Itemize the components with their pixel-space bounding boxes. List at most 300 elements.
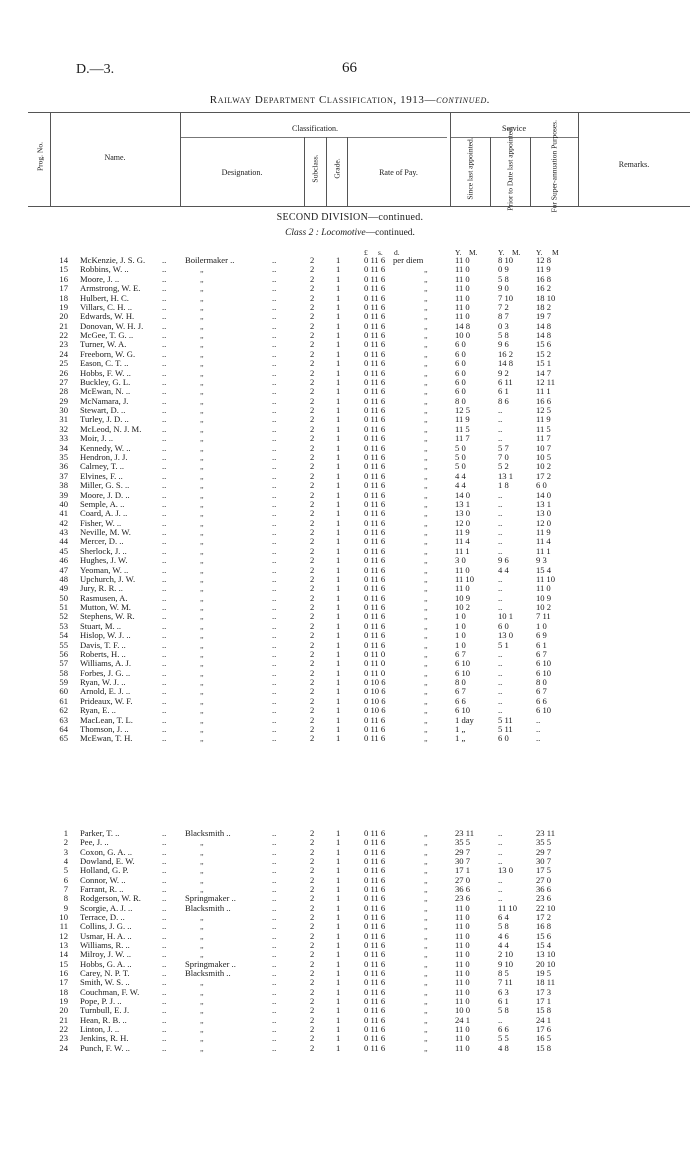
leader-dots: .. <box>272 1024 277 1035</box>
unit-pence: d. <box>394 248 400 257</box>
leader-dots: .. <box>162 884 167 895</box>
cell-rate-of-pay: 0 11 6 <box>364 714 386 725</box>
cell-designation: „ <box>200 434 204 444</box>
cell-prog-no: 63 <box>59 714 68 725</box>
cell-designation: „ <box>200 574 204 584</box>
cell-since-last: 5 0 <box>455 442 466 453</box>
cell-rate-of-pay: 0 11 6 <box>364 865 386 876</box>
cell-prog-no: 24 <box>59 1042 68 1053</box>
cell-grade: 1 <box>336 273 341 284</box>
cell-rate-of-pay: 0 11 6 <box>364 451 386 462</box>
cell-rate-unit: „ <box>424 969 428 979</box>
cell-since-last: 6 6 <box>455 695 466 706</box>
cell-name: Davis, T. F. .. <box>80 639 126 650</box>
cell-grade: 1 <box>336 874 341 885</box>
cell-subclass: 2 <box>310 517 315 528</box>
cell-rate-unit: „ <box>424 565 428 575</box>
cell-rate-of-pay: 0 11 6 <box>364 1042 386 1053</box>
cell-prog-no: 19 <box>59 301 68 312</box>
cell-subclass: 2 <box>310 884 315 895</box>
cell-rate-unit: „ <box>424 668 428 678</box>
leader-dots: .. <box>272 592 277 603</box>
leader-dots: .. <box>162 461 167 472</box>
cell-superannuation: 27 0 <box>536 874 552 885</box>
leader-dots: .. <box>162 893 167 904</box>
cell-designation: „ <box>200 593 204 603</box>
cell-name: Hulbert, H. C. <box>80 292 129 303</box>
cell-designation: „ <box>200 612 204 622</box>
cell-prog-no: 18 <box>59 986 68 997</box>
cell-superannuation: 15 8 <box>536 1005 552 1016</box>
cell-rate-unit: „ <box>424 471 428 481</box>
cell-since-last: 1 0 <box>455 611 466 622</box>
leader-dots: .. <box>272 602 277 613</box>
cell-rate-of-pay: 0 11 6 <box>364 461 386 472</box>
cell-grade: 1 <box>336 648 341 659</box>
cell-grade: 1 <box>336 884 341 895</box>
cell-name: Scorgie, A. J. .. <box>80 902 133 913</box>
cell-rate-unit: „ <box>424 603 428 613</box>
cell-designation: „ <box>200 452 204 462</box>
cell-prior-to-date: 4 6 <box>498 930 509 941</box>
cell-superannuation: .. <box>536 724 541 734</box>
cell-subclass: 2 <box>310 930 315 941</box>
page-title <box>0 94 700 106</box>
cell-superannuation: 14 8 <box>536 320 552 331</box>
cell-rate-of-pay: 0 11 6 <box>364 1033 386 1044</box>
cell-superannuation: 19 5 <box>536 968 552 979</box>
cell-prog-no: 42 <box>59 517 68 528</box>
cell-since-last: 30 7 <box>455 856 471 867</box>
cell-rate-unit: „ <box>424 406 428 416</box>
cell-since-last: 11 0 <box>455 292 470 303</box>
cell-subclass: 2 <box>310 912 315 923</box>
cell-grade: 1 <box>336 480 341 491</box>
cell-prog-no: 15 <box>59 264 68 275</box>
cell-prior-to-date: .. <box>498 545 503 556</box>
cell-name: McEwan, T. H. <box>80 733 133 744</box>
cell-designation: „ <box>200 1025 204 1035</box>
cell-prior-to-date: 10 1 <box>498 611 514 622</box>
cell-prog-no: 21 <box>59 1014 68 1025</box>
cell-name: Robbins, W. .. <box>80 264 129 275</box>
cell-name: Punch, F. W. .. <box>80 1042 130 1053</box>
cell-since-last: 29 7 <box>455 846 471 857</box>
table-row <box>0 734 700 743</box>
cell-name: Elvines, F. .. <box>80 470 123 481</box>
cell-since-last: 27 0 <box>455 874 471 885</box>
cell-rate-unit: „ <box>424 293 428 303</box>
cell-subclass: 2 <box>310 837 315 848</box>
cell-superannuation: 6 7 <box>536 648 547 659</box>
cell-grade: 1 <box>336 301 341 312</box>
leader-dots: .. <box>272 273 277 284</box>
class-name: Locomotive <box>321 228 366 238</box>
cell-prior-to-date: 0 9 <box>498 264 509 275</box>
leader-dots: .. <box>272 977 277 988</box>
cell-prog-no: 40 <box>59 498 68 509</box>
cell-grade: 1 <box>336 517 341 528</box>
cell-rate-unit: „ <box>424 987 428 997</box>
cell-grade: 1 <box>336 527 341 538</box>
cell-superannuation: .. <box>536 714 541 725</box>
cell-superannuation: 17 3 <box>536 986 552 997</box>
cell-rate-of-pay: 0 11 0 <box>364 667 386 678</box>
cell-designation: „ <box>200 556 204 566</box>
cell-prior-to-date: .. <box>498 837 503 848</box>
leader-dots: .. <box>272 865 277 876</box>
cell-prog-no: 55 <box>59 639 68 650</box>
cell-superannuation: 15 4 <box>536 940 552 951</box>
cell-prior-to-date: 4 4 <box>498 940 509 951</box>
cell-subclass: 2 <box>310 470 315 481</box>
cell-since-last: 6 0 <box>455 386 466 397</box>
cell-rate-unit: „ <box>424 734 428 744</box>
cell-prior-to-date: 7 2 <box>498 301 509 312</box>
leader-dots: .. <box>162 292 167 303</box>
cell-prior-to-date: 6 6 <box>498 1024 509 1035</box>
cell-since-last: 13 0 <box>455 508 471 519</box>
cell-since-last: 13 1 <box>455 498 471 509</box>
cell-superannuation: 19 7 <box>536 311 552 322</box>
leader-dots: .. <box>272 986 277 997</box>
cell-since-last: 6 10 <box>455 658 471 669</box>
cell-rate-unit: „ <box>424 706 428 716</box>
cell-designation: „ <box>200 913 204 923</box>
leader-dots: .. <box>272 292 277 303</box>
cell-prior-to-date: 5 2 <box>498 461 509 472</box>
cell-rate-of-pay: 0 11 6 <box>364 498 386 509</box>
cell-prior-to-date: 13 0 <box>498 865 514 876</box>
leader-dots: .. <box>272 1042 277 1053</box>
cell-subclass: 2 <box>310 630 315 641</box>
cell-since-last: 11 0 <box>455 1033 470 1044</box>
cell-since-last: 11 0 <box>455 986 470 997</box>
cell-name: McLeod, N. J. M. <box>80 423 142 434</box>
cell-superannuation: 29 7 <box>536 846 552 857</box>
cell-grade: 1 <box>336 1042 341 1053</box>
cell-designation: „ <box>200 1015 204 1025</box>
cell-grade: 1 <box>336 498 341 509</box>
cell-superannuation: 14 7 <box>536 367 552 378</box>
cell-grade: 1 <box>336 283 341 294</box>
cell-since-last: 6 7 <box>455 648 466 659</box>
leader-dots: .. <box>162 301 167 312</box>
cell-since-last: 11 0 <box>455 311 470 322</box>
cell-superannuation: 13 10 <box>536 949 556 960</box>
cell-prog-no: 35 <box>59 451 68 462</box>
leader-dots: .. <box>162 423 167 434</box>
leader-dots: .. <box>162 724 167 734</box>
cell-rate-unit: „ <box>424 959 428 969</box>
cell-prior-to-date: .. <box>498 893 503 904</box>
cell-rate-unit: „ <box>424 866 428 876</box>
cell-name: Williams, A. J. <box>80 658 131 669</box>
table-row <box>0 434 700 443</box>
cell-since-last: 5 0 <box>455 451 466 462</box>
cell-prog-no: 51 <box>59 602 68 613</box>
cell-prior-to-date: 5 7 <box>498 442 509 453</box>
leader-dots: .. <box>162 395 167 406</box>
cell-rate-unit: „ <box>424 922 428 932</box>
cell-subclass: 2 <box>310 677 315 688</box>
unit-m3: M <box>552 248 559 257</box>
leader-dots: .. <box>162 564 167 575</box>
cell-rate-unit: „ <box>424 359 428 369</box>
cell-prior-to-date: 7 11 <box>498 977 513 988</box>
cell-designation: „ <box>200 349 204 359</box>
cell-superannuation: 11 4 <box>536 536 551 547</box>
cell-name: Roberts, H. .. <box>80 648 126 659</box>
cell-since-last: 6 0 <box>455 376 466 387</box>
cell-designation: „ <box>200 471 204 481</box>
table-row <box>0 284 700 293</box>
leader-dots: .. <box>272 442 277 453</box>
cell-prog-no: 50 <box>59 592 68 603</box>
cell-subclass: 2 <box>310 545 315 556</box>
cell-name: Pee, J. .. <box>80 837 109 848</box>
cell-designation: „ <box>200 537 204 547</box>
leader-dots: .. <box>162 602 167 613</box>
cell-subclass: 2 <box>310 311 315 322</box>
cell-superannuation: 18 11 <box>536 977 556 988</box>
cell-rate-unit: „ <box>424 913 428 923</box>
leader-dots: .. <box>272 686 277 697</box>
cell-grade: 1 <box>336 255 341 265</box>
cell-prog-no: 37 <box>59 470 68 481</box>
cell-superannuation: 11 7 <box>536 433 551 444</box>
leader-dots: .. <box>272 461 277 472</box>
cell-subclass: 2 <box>310 536 315 547</box>
cell-prog-no: 31 <box>59 414 68 425</box>
leader-dots: .. <box>162 367 167 378</box>
cell-prior-to-date: 11 10 <box>498 902 518 913</box>
leader-dots: .. <box>162 348 167 359</box>
cell-rate-of-pay: 0 10 6 <box>364 686 386 697</box>
cell-designation: „ <box>200 396 204 406</box>
cell-rate-of-pay: 0 11 6 <box>364 348 386 359</box>
cell-designation: Blacksmith .. <box>185 902 231 913</box>
leader-dots: .. <box>162 930 167 941</box>
cell-prior-to-date: 2 10 <box>498 949 514 960</box>
cell-prior-to-date: 9 0 <box>498 283 509 294</box>
cell-designation: „ <box>200 866 204 876</box>
cell-name: Sherlock, J. .. <box>80 545 127 556</box>
cell-subclass: 2 <box>310 498 315 509</box>
cell-designation: „ <box>200 462 204 472</box>
leader-dots: .. <box>272 1014 277 1025</box>
cell-subclass: 2 <box>310 658 315 669</box>
cell-grade: 1 <box>336 865 341 876</box>
cell-since-last: 11 0 <box>455 264 470 275</box>
cell-prog-no: 6 <box>63 874 68 885</box>
cell-prior-to-date: 6 0 <box>498 733 509 744</box>
cell-prior-to-date: 5 1 <box>498 639 509 650</box>
cell-grade: 1 <box>336 921 341 932</box>
cell-since-last: 11 1 <box>455 545 470 556</box>
cell-superannuation: 6 10 <box>536 667 552 678</box>
cell-prog-no: 11 <box>59 921 68 932</box>
cell-prog-no: 33 <box>59 433 68 444</box>
cell-subclass: 2 <box>310 686 315 697</box>
cell-subclass: 2 <box>310 264 315 275</box>
cell-since-last: 11 0 <box>455 921 470 932</box>
cell-prior-to-date: .. <box>498 405 503 416</box>
cell-designation: „ <box>200 621 204 631</box>
cell-prior-to-date: .. <box>498 884 503 895</box>
cell-subclass: 2 <box>310 480 315 491</box>
cell-name: Milroy, J. W. .. <box>80 949 132 960</box>
leader-dots: .. <box>162 968 167 979</box>
table-row <box>0 462 700 471</box>
cell-prior-to-date: 9 10 <box>498 958 514 969</box>
cell-name: Dowland, E. W. <box>80 856 135 867</box>
cell-grade: 1 <box>336 714 341 725</box>
cell-superannuation: 11 1 <box>536 386 551 397</box>
leader-dots: .. <box>162 311 167 322</box>
table-row <box>0 838 700 847</box>
cell-prog-no: 49 <box>59 583 68 594</box>
cell-prior-to-date: 6 3 <box>498 986 509 997</box>
cell-grade: 1 <box>336 912 341 923</box>
cell-prior-to-date: .. <box>498 414 503 425</box>
cell-name: Williams, R. .. <box>80 940 130 951</box>
leader-dots: .. <box>272 695 277 706</box>
cell-rate-unit: „ <box>424 885 428 895</box>
header-rate-of-pay: Rate of Pay. <box>379 168 418 177</box>
leader-dots: .. <box>272 414 277 425</box>
cell-grade: 1 <box>336 320 341 331</box>
cell-superannuation: 14 8 <box>536 330 552 341</box>
cell-prog-no: 27 <box>59 376 68 387</box>
cell-rate-of-pay: 0 11 6 <box>364 517 386 528</box>
cell-superannuation: 16 2 <box>536 283 552 294</box>
cell-rate-of-pay: 0 11 6 <box>364 921 386 932</box>
cell-since-last: 4 4 <box>455 480 466 491</box>
cell-superannuation: 15 6 <box>536 339 552 350</box>
cell-prog-no: 39 <box>59 489 68 500</box>
cell-prog-no: 3 <box>63 846 68 857</box>
cell-prior-to-date: .. <box>498 677 503 688</box>
leader-dots: .. <box>162 874 167 885</box>
cell-superannuation: 15 6 <box>536 930 552 941</box>
cell-since-last: 11 0 <box>455 583 470 594</box>
cell-grade: 1 <box>336 695 341 706</box>
cell-prior-to-date: 6 11 <box>498 376 513 387</box>
cell-subclass: 2 <box>310 986 315 997</box>
cell-rate-unit: „ <box>424 978 428 988</box>
cell-rate-of-pay: 0 11 6 <box>364 968 386 979</box>
cell-since-last: 11 0 <box>455 912 470 923</box>
cell-superannuation: 14 0 <box>536 489 552 500</box>
header-remarks: Remarks. <box>618 160 650 169</box>
cell-since-last: 11 0 <box>455 949 470 960</box>
leader-dots: .. <box>272 958 277 969</box>
cell-superannuation: 9 3 <box>536 555 547 566</box>
cell-prog-no: 16 <box>59 968 68 979</box>
cell-prog-no: 13 <box>59 940 68 951</box>
cell-prog-no: 7 <box>63 884 68 895</box>
cell-grade: 1 <box>336 677 341 688</box>
cell-rate-of-pay: 0 11 6 <box>364 986 386 997</box>
cell-prog-no: 26 <box>59 367 68 378</box>
cell-rate-unit: „ <box>424 621 428 631</box>
cell-grade: 1 <box>336 564 341 575</box>
leader-dots: .. <box>162 433 167 444</box>
leader-dots: .. <box>162 977 167 988</box>
cell-superannuation: 6 7 <box>536 686 547 697</box>
leader-dots: .. <box>162 555 167 566</box>
cell-rate-of-pay: 0 11 6 <box>364 837 386 848</box>
cell-prog-no: 5 <box>63 865 68 876</box>
cell-superannuation: 10 5 <box>536 451 552 462</box>
cell-superannuation: .. <box>536 733 541 744</box>
cell-grade: 1 <box>336 311 341 322</box>
cell-subclass: 2 <box>310 996 315 1007</box>
header-service: Service <box>502 124 526 133</box>
cell-superannuation: 6 10 <box>536 705 552 716</box>
leader-dots: .. <box>162 536 167 547</box>
cell-rate-unit: „ <box>424 265 428 275</box>
cell-designation: „ <box>200 509 204 519</box>
table-row <box>0 584 700 593</box>
cell-rate-unit: „ <box>424 321 428 331</box>
cell-grade: 1 <box>336 996 341 1007</box>
cell-since-last: 5 0 <box>455 461 466 472</box>
unit-shilling: s. <box>378 248 383 257</box>
cell-superannuation: 6 1 <box>536 639 547 650</box>
cell-name: Hislop, W. J. .. <box>80 630 131 641</box>
cell-name: Miller, G. S. .. <box>80 480 130 491</box>
cell-subclass: 2 <box>310 1024 315 1035</box>
cell-name: Semple, A. .. <box>80 498 125 509</box>
cell-since-last: 11 9 <box>455 414 470 425</box>
cell-superannuation: 1 0 <box>536 620 547 631</box>
cell-prior-to-date: 7 0 <box>498 451 509 462</box>
leader-dots: .. <box>272 301 277 312</box>
cell-grade: 1 <box>336 451 341 462</box>
cell-designation: „ <box>200 1034 204 1044</box>
cell-prog-no: 23 <box>59 339 68 350</box>
cell-subclass: 2 <box>310 564 315 575</box>
leader-dots: .. <box>272 367 277 378</box>
cell-prog-no: 9 <box>63 902 68 913</box>
cell-rate-of-pay: 0 11 6 <box>364 949 386 960</box>
cell-rate-unit: „ <box>424 481 428 491</box>
cell-rate-of-pay: 0 11 6 <box>364 620 386 631</box>
cell-prog-no: 47 <box>59 564 68 575</box>
leader-dots: .. <box>162 283 167 294</box>
leader-dots: .. <box>162 405 167 416</box>
leader-dots: .. <box>272 573 277 584</box>
cell-superannuation: 6 10 <box>536 658 552 669</box>
table-row <box>0 509 700 518</box>
leader-dots: .. <box>162 480 167 491</box>
cell-superannuation: 35 5 <box>536 837 552 848</box>
cell-grade: 1 <box>336 977 341 988</box>
cell-name: Edwards, W. H. <box>80 311 135 322</box>
table-row <box>0 1044 700 1053</box>
cell-rate-of-pay: 0 11 6 <box>364 940 386 951</box>
cell-designation: „ <box>200 284 204 294</box>
cell-name: Eason, C. T. .. <box>80 358 129 369</box>
leader-dots: .. <box>272 283 277 294</box>
cell-subclass: 2 <box>310 330 315 341</box>
leader-dots: .. <box>162 686 167 697</box>
unit-y3: Y. <box>536 248 543 257</box>
leader-dots: .. <box>162 639 167 650</box>
cell-superannuation: 10 7 <box>536 442 552 453</box>
